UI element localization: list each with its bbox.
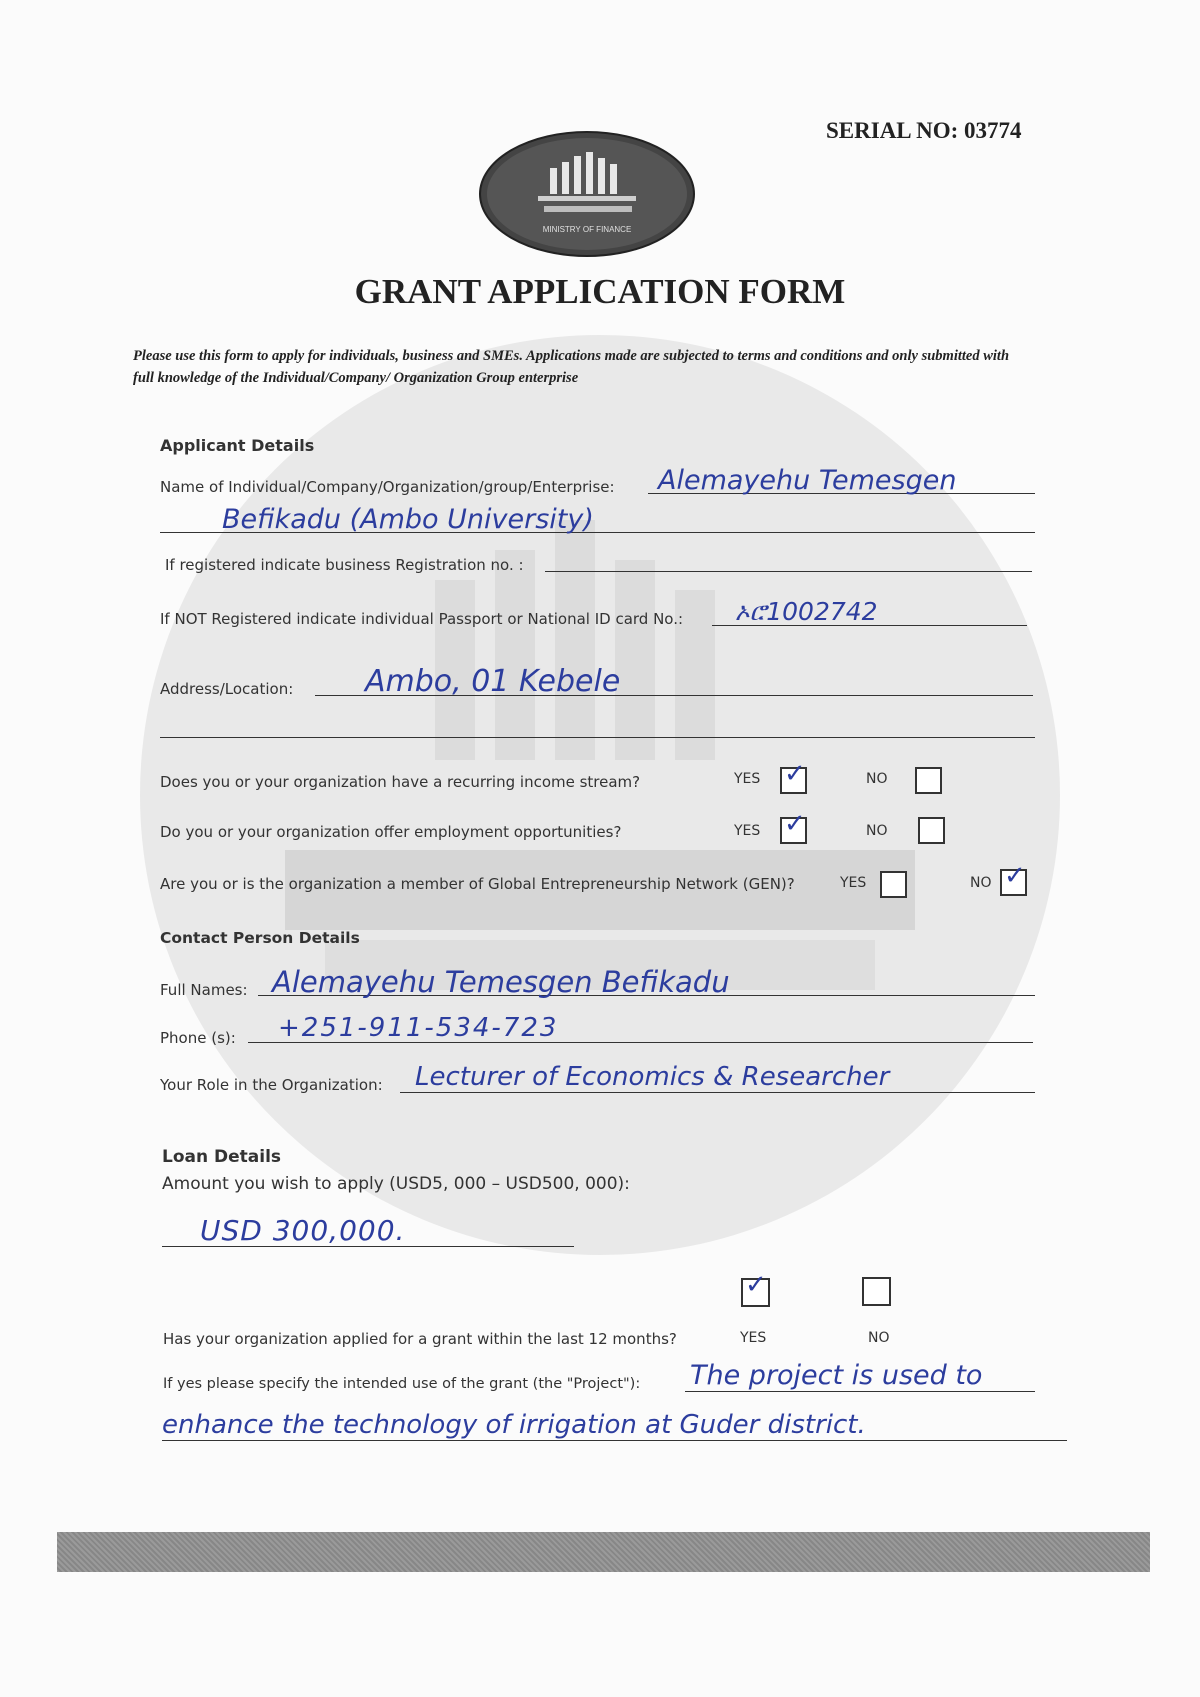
- address-line-2: [160, 737, 1035, 738]
- project-line-1: [685, 1391, 1035, 1392]
- phone-value[interactable]: +251-911-534-723: [278, 1013, 559, 1043]
- gen-no-label: NO: [970, 875, 992, 891]
- address-label: Address/Location:: [160, 680, 294, 698]
- footer-bar: [57, 1532, 1150, 1572]
- project-line-2: [162, 1440, 1067, 1441]
- question-income: Does you or your organization have a recurring income stream?: [160, 773, 641, 791]
- income-yes-checkbox[interactable]: [780, 759, 807, 794]
- fullname-value[interactable]: Alemayehu Temesgen Befikadu: [272, 965, 730, 999]
- fullname-label: Full Names:: [160, 981, 248, 999]
- gen-yes-checkbox[interactable]: [880, 871, 907, 898]
- check-mark-icon: ✓: [745, 1270, 767, 1300]
- grant-question: Has your organization applied for a grant within the last 12 months?: [163, 1330, 677, 1348]
- income-no-label: NO: [866, 771, 888, 787]
- loan-heading: Loan Details: [162, 1147, 282, 1167]
- id-label: If NOT Registered indicate individual Passport or National ID card No.:: [160, 610, 684, 628]
- income-yes-label: YES: [734, 771, 761, 787]
- form-intro: Please use this form to apply for individuals, business and SMEs. Applications made are subjected to terms and conditions and only submitted with full knowledge of the Individual/Company/ Organization Group enterprise: [133, 348, 1010, 386]
- role-line: [400, 1092, 1035, 1093]
- ministry-logo: [478, 130, 696, 258]
- check-mark-icon: ✓: [1004, 861, 1026, 891]
- grant-yes-label: YES: [740, 1330, 767, 1346]
- employment-no-checkbox[interactable]: [918, 817, 945, 844]
- amount-label: Amount you wish to apply (USD5, 000 – USD500, 000):: [162, 1174, 630, 1194]
- project-label: If yes please specify the intended use of the grant (the "Project"):: [163, 1376, 641, 1392]
- role-value[interactable]: Lecturer of Economics & Researcher: [415, 1062, 890, 1092]
- serial-number: SERIAL NO: 03774: [826, 118, 1022, 143]
- amount-value[interactable]: USD 300,000.: [200, 1214, 406, 1247]
- logo-text: MINISTRY OF FINANCE: [542, 225, 632, 234]
- gen-no-checkbox[interactable]: [1000, 861, 1027, 896]
- contact-heading: Contact Person Details: [160, 929, 360, 947]
- form-title: GRANT APPLICATION FORM: [354, 272, 846, 311]
- employment-yes-label: YES: [734, 823, 761, 839]
- id-value[interactable]: ኦሮ1002742: [735, 597, 878, 626]
- question-employment: Do you or your organization offer employment opportunities?: [160, 823, 622, 841]
- address-value[interactable]: Ambo, 01 Kebele: [365, 664, 621, 699]
- role-label: Your Role in the Organization:: [160, 1076, 383, 1094]
- grant-no-checkbox[interactable]: [862, 1277, 891, 1306]
- employment-yes-checkbox[interactable]: [780, 809, 807, 844]
- grant-yes-checkbox[interactable]: [741, 1270, 770, 1307]
- name-label: Name of Individual/Company/Organization/group/Enterprise:: [160, 478, 615, 496]
- phone-label: Phone (s):: [160, 1029, 236, 1047]
- gen-yes-label: YES: [840, 875, 867, 891]
- applicant-heading: Applicant Details: [160, 436, 315, 455]
- question-gen: Are you or is the organization a member of Global Entrepreneurship Network (GEN)?: [160, 875, 795, 893]
- name-value-1[interactable]: Alemayehu Temesgen: [658, 465, 957, 496]
- employment-no-label: NO: [866, 823, 888, 839]
- project-value-2[interactable]: enhance the technology of irrigation at Guder district.: [162, 1410, 866, 1440]
- grant-no-label: NO: [868, 1330, 890, 1346]
- income-no-checkbox[interactable]: [915, 767, 942, 794]
- check-mark-icon: ✓: [784, 809, 806, 839]
- project-value-1[interactable]: The project is used to: [690, 1360, 983, 1391]
- registration-label: If registered indicate business Registration no. :: [165, 556, 524, 574]
- name-value-2[interactable]: Befikadu (Ambo University): [222, 504, 594, 535]
- check-mark-icon: ✓: [784, 759, 806, 789]
- registration-field[interactable]: [545, 571, 1032, 572]
